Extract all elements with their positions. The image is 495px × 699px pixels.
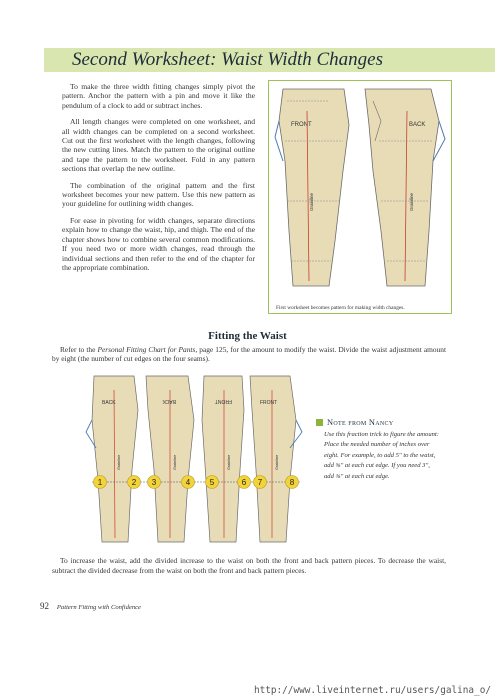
marker-2 bbox=[128, 476, 141, 489]
top-figure bbox=[268, 80, 452, 314]
paragraph: To make the three width fitting changes simply pivot the pattern. Anchor the pattern with a pin and move it like the pendulum of a clock to add or subtract inches. bbox=[62, 82, 255, 110]
note-heading bbox=[316, 418, 441, 427]
marker-7 bbox=[254, 476, 267, 489]
grainline-label: Grainline bbox=[173, 454, 177, 470]
bottom-figure bbox=[84, 370, 306, 548]
marker-number: 5 bbox=[209, 478, 215, 487]
page-title: Second Worksheet: Waist Width Changes bbox=[72, 49, 384, 70]
marker-4 bbox=[182, 476, 195, 489]
top-figure-illustration bbox=[269, 81, 451, 313]
note-box bbox=[316, 418, 441, 482]
bottom-paragraph: To increase the waist, add the divided increase to the waist on both the front and back pattern pieces. To decrease the waist, subtract the divided decrease from the waist on both the front and back pattern pieces. bbox=[52, 556, 446, 575]
pattern-piece-back-2 bbox=[146, 376, 194, 542]
note-title: Note from Nancy bbox=[327, 418, 394, 427]
marker-number: 7 bbox=[257, 478, 263, 487]
bottom-figure-illustration bbox=[84, 370, 306, 548]
note-body: Use this fraction trick to figure the amount: Place the needed number of inches over eight. For example, to add 5" to the waist, add ⅝" at each cut edge. If you need 3", add ⅜" at each cut edge. bbox=[324, 431, 439, 480]
pattern-piece-front-1 bbox=[202, 376, 244, 542]
marker-number: 8 bbox=[289, 478, 295, 487]
paragraph: All length changes were completed on one worksheet, and all width changes can be completed on a second worksheet. Cut out the first worksheet with the length changes, following the new cutting lines. Match the pattern to the original outline and tape the pattern to the worksheet. Fold in any pattern sections that overlap the new outline. bbox=[62, 117, 255, 174]
paragraph: For ease in pivoting for width changes, separate directions explain how to change the waist, hip, and thigh. The end of the chapter shows how to combine several common modifications. If you need two or more width changes, read through the individual sections and then refer to the end of the chapter for the appropriate combination. bbox=[62, 215, 255, 272]
grainline-label: Grainline bbox=[227, 454, 231, 470]
marker-number: 2 bbox=[131, 478, 137, 487]
back-label: BACK bbox=[409, 122, 426, 128]
marker-number: 1 bbox=[97, 478, 103, 487]
piece-label: BACK bbox=[162, 398, 176, 404]
page-number: 92 bbox=[40, 601, 49, 611]
marker-8 bbox=[286, 476, 299, 489]
book-title: Pattern Fitting with Confidence bbox=[56, 604, 141, 611]
green-square-icon bbox=[316, 419, 323, 426]
piece-label: FRONT bbox=[260, 400, 278, 406]
front-label: FRONT bbox=[291, 122, 312, 128]
marker-number: 6 bbox=[241, 478, 247, 487]
piece-label: FRONT bbox=[214, 398, 232, 404]
marker-6 bbox=[238, 476, 251, 489]
marker-number: 4 bbox=[185, 478, 191, 487]
grainline-label: Grainline bbox=[117, 454, 121, 470]
watermark-url: http://www.liveinternet.ru/users/galina_o/ bbox=[253, 685, 491, 696]
marker-1 bbox=[94, 476, 107, 489]
pattern-piece-back-1 bbox=[86, 376, 138, 542]
intro-reference: Personal Fitting Chart for Pants bbox=[97, 345, 196, 354]
pattern-piece-front-2 bbox=[250, 376, 302, 542]
intro-text: , page 125, for the amount to modify the waist. Divide the waist adjustment amount by eight (the number of cut edges on the four seams). bbox=[52, 345, 447, 364]
page-footer bbox=[40, 601, 141, 611]
paragraph: The combination of the original pattern and the first worksheet becomes your new pattern. Use this new pattern as your guideline for outlining width changes. bbox=[62, 180, 255, 209]
grainline-label: Grainline bbox=[309, 192, 314, 211]
marker-number: 3 bbox=[151, 478, 157, 487]
section-intro bbox=[52, 345, 446, 364]
figure-caption: First worksheet becomes pattern for making width changes. bbox=[276, 305, 405, 311]
marker-3 bbox=[148, 476, 161, 489]
intro-text: Refer to the bbox=[60, 345, 98, 354]
marker-5 bbox=[206, 476, 219, 489]
left-column bbox=[62, 82, 255, 279]
piece-label: BACK bbox=[102, 400, 116, 406]
grainline-label: Grainline bbox=[409, 192, 414, 211]
grainline-label: Grainline bbox=[275, 454, 279, 470]
section-title: Fitting the Waist bbox=[208, 330, 287, 342]
